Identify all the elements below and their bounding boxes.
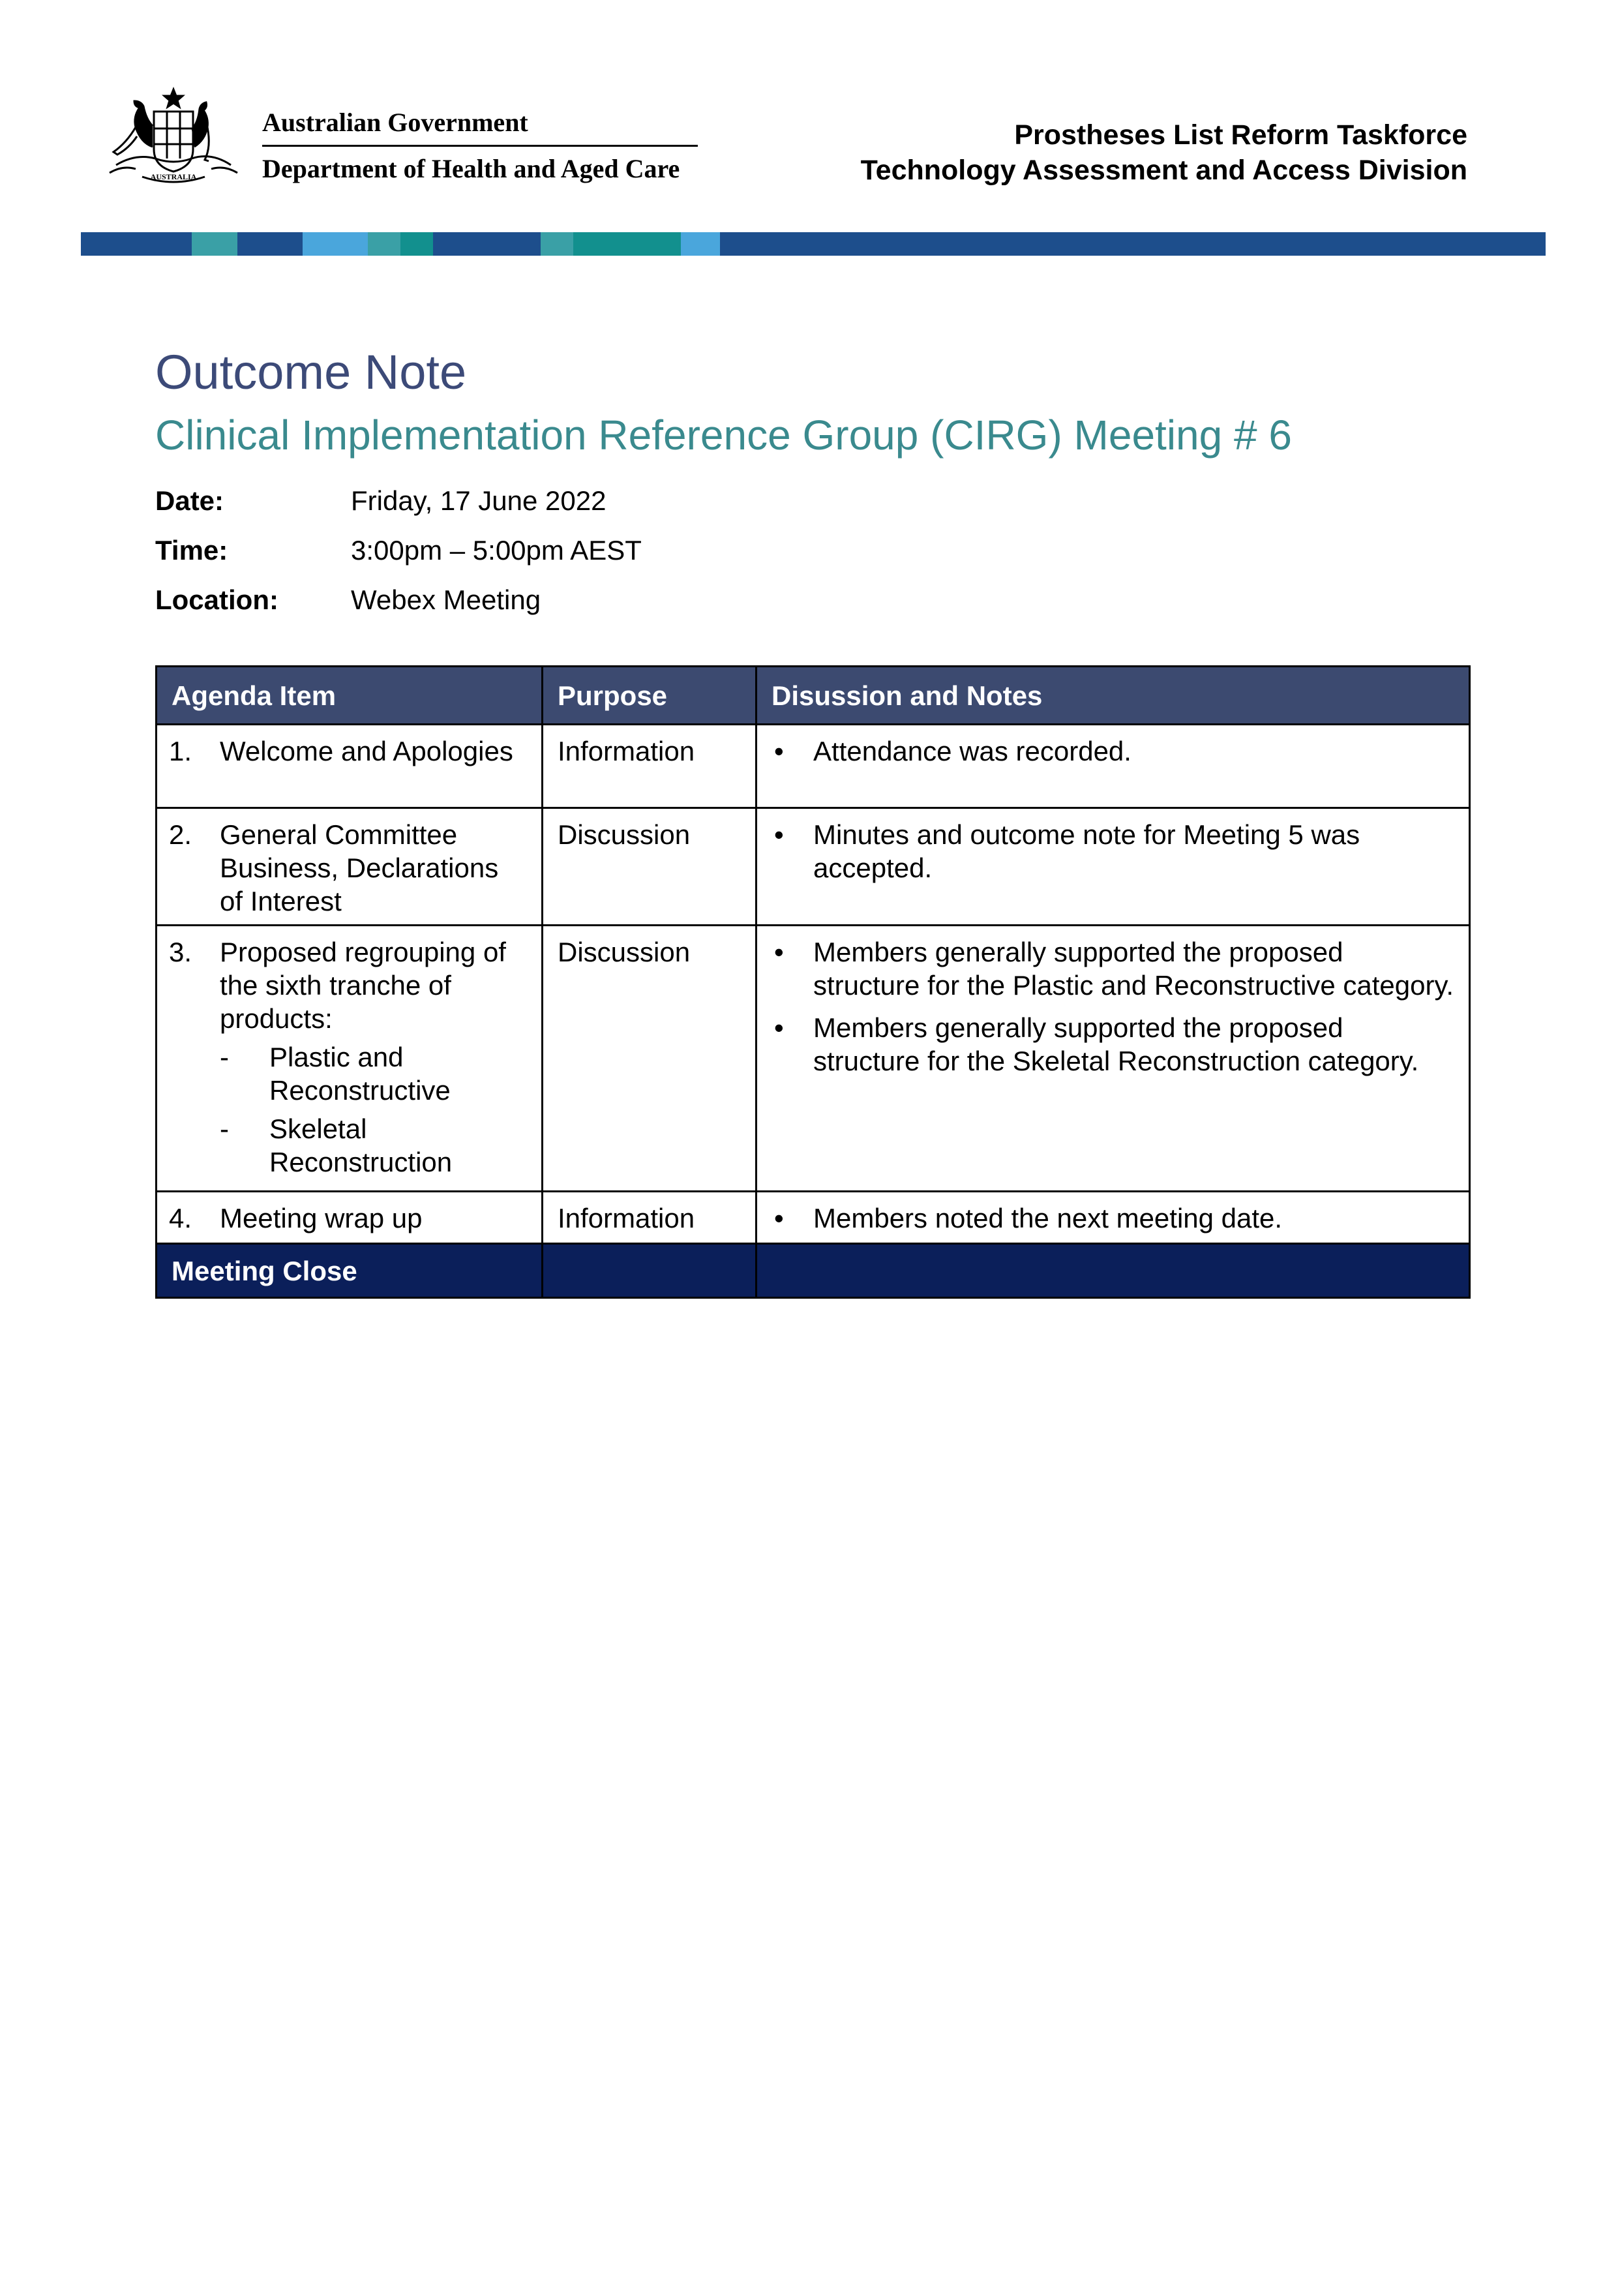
purpose-cell: Discussion	[543, 808, 757, 926]
meeting-close-row	[157, 1244, 1470, 1298]
column-header-purpose: Purpose	[543, 667, 757, 725]
notes-cell	[757, 808, 1470, 926]
empty-cell	[757, 1244, 1470, 1298]
agenda-table	[155, 665, 1471, 1299]
table-header-row	[157, 667, 1470, 725]
sub-item-text: Skeletal Reconstruction	[269, 1113, 453, 1177]
table-row	[157, 1192, 1470, 1244]
meeting-details	[155, 476, 1068, 625]
stripe-segment	[192, 232, 237, 256]
bullet-icon: •	[774, 1203, 784, 1233]
page-title: Outcome Note	[155, 345, 467, 399]
bullet-icon: •	[774, 937, 784, 967]
division-info	[861, 117, 1467, 188]
dash-icon: -	[220, 1042, 229, 1072]
date-row	[155, 476, 1068, 526]
item-number: 2.	[169, 819, 192, 850]
note-text: Attendance was recorded.	[813, 736, 1131, 766]
taskforce-name: Prostheses List Reform Taskforce	[1014, 119, 1467, 151]
date-label: Date:	[155, 485, 224, 516]
stripe-segment	[720, 232, 1546, 256]
stripe-segment	[573, 232, 681, 256]
empty-cell	[543, 1244, 757, 1298]
coat-of-arms-logo	[97, 82, 250, 192]
column-header-agenda-item: Agenda Item	[157, 667, 543, 725]
notes-cell	[757, 725, 1470, 808]
item-title: Meeting wrap up	[220, 1203, 423, 1233]
stripe-segment	[303, 232, 368, 256]
item-title: Welcome and Apologies	[220, 736, 513, 766]
dash-icon: -	[220, 1113, 229, 1144]
stripe-segment	[81, 232, 192, 256]
table-row	[157, 725, 1470, 808]
government-name: Australian Government	[262, 110, 698, 147]
page-header	[0, 0, 1618, 261]
agenda-item-cell	[157, 926, 543, 1192]
purpose-cell: Information	[543, 725, 757, 808]
notes-cell	[757, 1192, 1470, 1244]
table-row	[157, 926, 1470, 1192]
bullet-icon: •	[774, 1012, 784, 1043]
header-color-stripe	[81, 232, 1546, 256]
government-wordmark	[262, 110, 698, 182]
purpose-cell: Discussion	[543, 926, 757, 1192]
agenda-item-cell	[157, 725, 543, 808]
stripe-segment	[368, 232, 400, 256]
note-text: Members generally supported the proposed structure for the Plastic and Reconstructive category.	[813, 937, 1454, 1001]
stripe-segment	[541, 232, 573, 256]
sub-item-text: Plastic and Reconstructive	[269, 1042, 451, 1106]
purpose-cell: Information	[543, 1192, 757, 1244]
bullet-icon: •	[774, 819, 784, 850]
division-name: Technology Assessment and Access Division	[860, 155, 1467, 186]
table-row	[157, 808, 1470, 926]
location-value: Webex Meeting	[351, 584, 541, 615]
time-value: 3:00pm – 5:00pm AEST	[351, 535, 642, 566]
page-subtitle: Clinical Implementation Reference Group (CIRG) Meeting # 6	[155, 412, 1292, 459]
location-row	[155, 575, 1068, 625]
agenda-item-cell	[157, 808, 543, 926]
notes-cell	[757, 926, 1470, 1192]
item-number: 4.	[169, 1203, 192, 1233]
column-header-notes: Disussion and Notes	[757, 667, 1470, 725]
note-text: Minutes and outcome note for Meeting 5 was accepted.	[813, 819, 1360, 883]
note-text: Members noted the next meeting date.	[813, 1203, 1283, 1233]
bullet-icon: •	[774, 736, 784, 766]
stripe-segment	[400, 232, 433, 256]
time-label: Time:	[155, 535, 228, 566]
svg-text:AUSTRALIA: AUSTRALIA	[150, 172, 197, 181]
time-row	[155, 526, 1068, 575]
location-label: Location:	[155, 584, 278, 615]
agenda-item-cell	[157, 1192, 543, 1244]
stripe-segment	[433, 232, 541, 256]
stripe-segment	[237, 232, 303, 256]
note-text: Members generally supported the proposed structure for the Skeletal Reconstruction category.	[813, 1012, 1419, 1076]
meeting-close-label: Meeting Close	[157, 1244, 543, 1298]
item-title: Proposed regrouping of the sixth tranche of products:	[220, 937, 506, 1034]
item-number: 3.	[169, 937, 192, 967]
date-value: Friday, 17 June 2022	[351, 485, 607, 516]
item-number: 1.	[169, 736, 192, 766]
item-title: General Committee Business, Declarations of Interest	[220, 819, 499, 916]
stripe-segment	[681, 232, 720, 256]
department-name: Department of Health and Aged Care	[262, 154, 680, 183]
